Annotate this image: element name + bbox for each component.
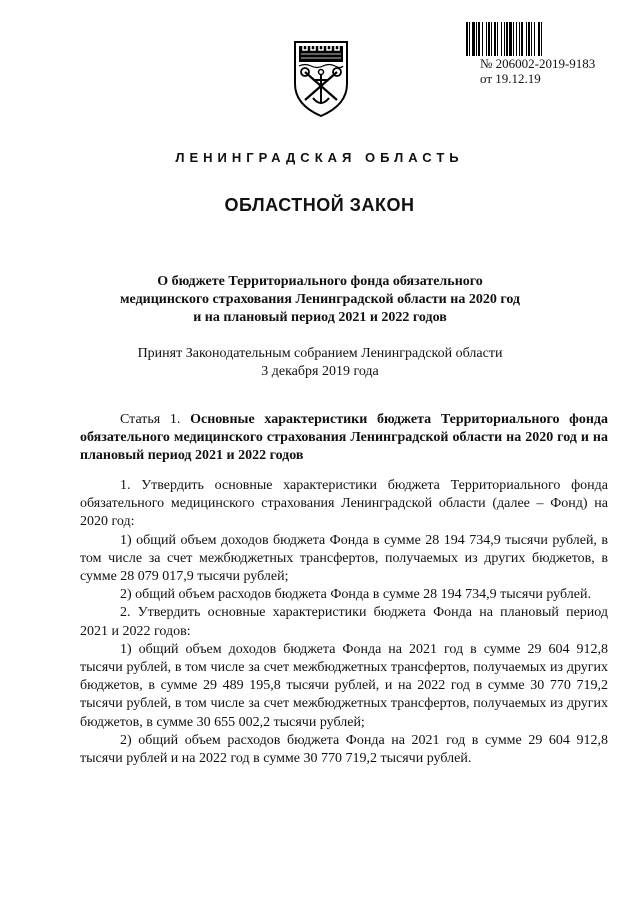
law-type-heading: ОБЛАСТНОЙ ЗАКОН: [224, 195, 415, 215]
paragraph: 2) общий объем расходов бюджета Фонда на 2021 год в сумме 29 604 912,8 тысячи рублей и на 2022 год в сумме 30 770 719,2 тысячи рублей.: [80, 732, 608, 767]
document-stamp: [480, 56, 595, 86]
adoption-info: [100, 345, 540, 381]
barcode: [466, 22, 618, 56]
adoption-body: Принят Законодательным собранием Ленинградской области: [137, 346, 503, 361]
document-number: № 206002-2019-9183: [480, 56, 596, 71]
paragraph: 2) общий объем расходов бюджета Фонда в сумме 28 194 734,9 тысячи рублей.: [120, 587, 591, 603]
article-title: Основные характеристики бюджета Территориального фонда обязательного медицинского страхования Ленинградской области на 2020 год и на плановый период 2021 и 2022 годов: [80, 412, 609, 463]
coat-of-arms-icon: [291, 38, 351, 118]
paragraph: 2. Утвердить основные характеристики бюджета Фонда на плановый период 2021 и 2022 годов:: [80, 605, 608, 639]
paragraph: 1. Утвердить основные характеристики бюджета Территориального фонда обязательного медицинского страхования Ленинградской области (далее – Фонд) на 2020 год:: [80, 478, 608, 530]
article-label: Статья 1.: [120, 412, 181, 427]
law-title: О бюджете Территориального фонда обязательного медицинского страхования Ленинградской области на 2020 год и на плановый период 2021 и 2022 годов: [120, 274, 521, 325]
paragraph: 1) общий объем доходов бюджета Фонда в сумме 28 194 734,9 тысячи рублей, в том числе за счет межбюджетных трансфертов, получаемых из других бюджетов, в сумме 28 079 017,9 тысячи рублей;: [80, 532, 608, 585]
article-heading: [80, 411, 608, 465]
document-date: от 19.12.19: [480, 71, 541, 86]
article-body: [80, 477, 608, 768]
adoption-date: 3 декабря 2019 года: [261, 364, 379, 379]
region-name: ЛЕНИНГРАДСКАЯ ОБЛАСТЬ: [175, 150, 464, 165]
paragraph: 1) общий объем доходов бюджета Фонда на 2021 год в сумме 29 604 912,8 тысячи рублей, в том числе за счет межбюджетных трансфертов, получаемых из других бюджетов, в сумме 29 489 195,8 тысячи рублей, и на 2022 год в сумме 30 770 719,2 тысячи рублей, в том числе за счет межбюджетных трансфертов, получаемых из других бюджетов, в сумме 30 655 002,2 тысячи рублей;: [80, 641, 608, 730]
